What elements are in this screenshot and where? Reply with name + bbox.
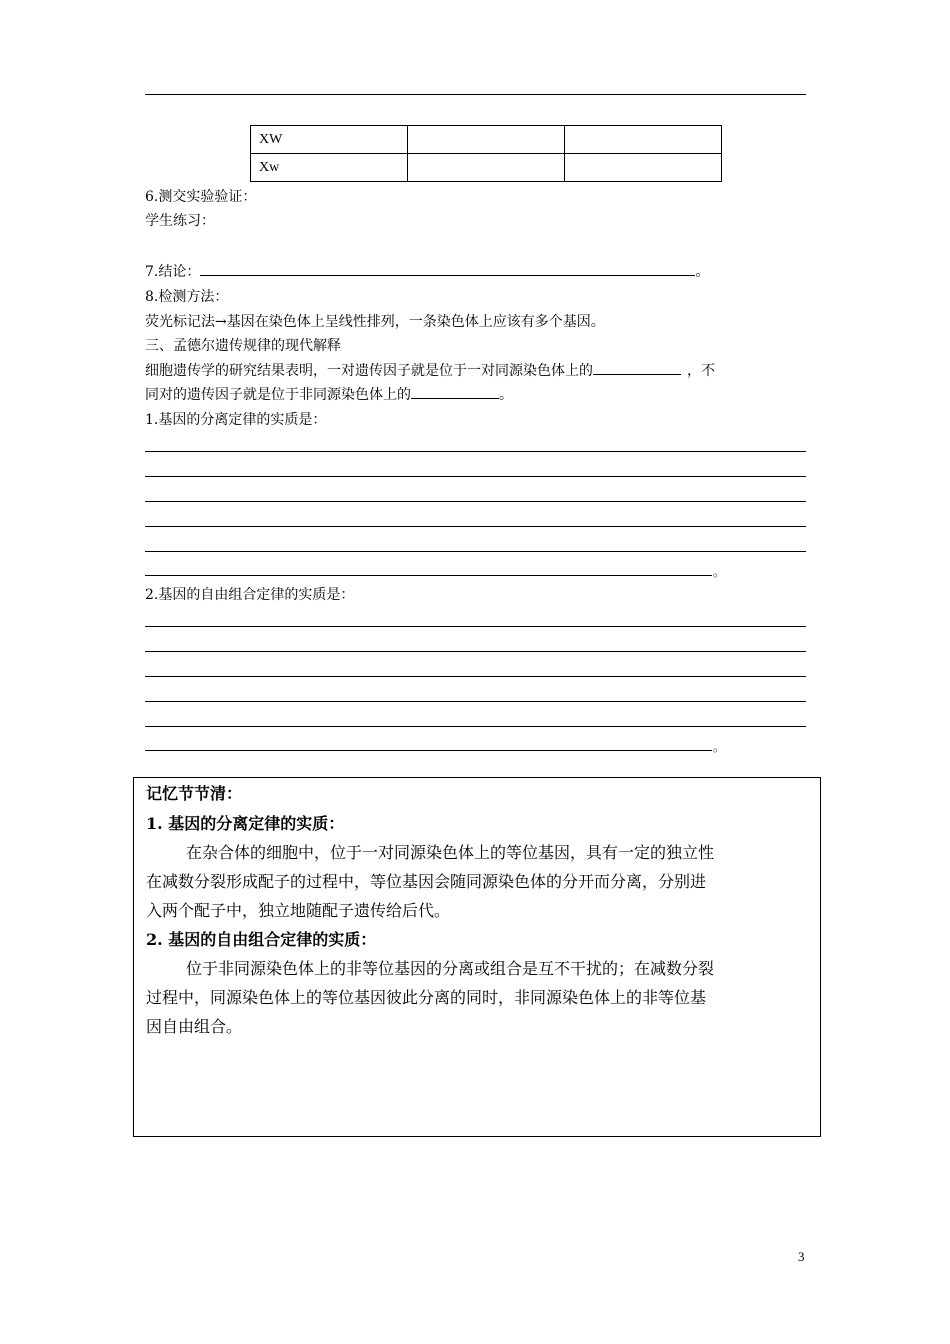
section3-line1 [145, 362, 715, 380]
q2-end: 。 [713, 740, 726, 754]
conclusion-end: 。 [695, 264, 710, 280]
conclusion-row [145, 263, 709, 281]
table-row [251, 154, 722, 182]
section8-text: 荧光标记法→基因在染色体上呈线性排列，一条染色体上应该有多个基因。 [145, 314, 605, 330]
conclusion-blank[interactable] [200, 263, 695, 276]
genotype-table [250, 125, 722, 182]
table-cell: Xw [251, 154, 408, 182]
answer-line[interactable] [145, 701, 806, 702]
memory-h2: 2. 基因的自由组合定律的实质： [146, 930, 377, 949]
section3-line2 [145, 386, 513, 404]
memory-box [133, 777, 821, 1137]
table-cell [408, 126, 565, 154]
answer-line[interactable] [145, 750, 712, 751]
answer-line[interactable] [145, 501, 806, 502]
answer-line[interactable] [145, 451, 806, 452]
answer-line[interactable] [145, 676, 806, 677]
allele-blank[interactable] [593, 362, 681, 375]
table-cell: XW [251, 126, 408, 154]
conclusion-label: 7.结论： [145, 264, 201, 280]
answer-line[interactable] [145, 626, 806, 627]
memory-p2-line: 位于非同源染色体上的非等位基因的分离或组合是互不干扰的；在减数分裂 [186, 959, 715, 978]
answer-line[interactable] [145, 476, 806, 477]
table-cell [565, 154, 722, 182]
table-row [251, 126, 722, 154]
answer-line[interactable] [145, 651, 806, 652]
answer-line[interactable] [145, 526, 806, 527]
q1-end: 。 [713, 565, 726, 579]
answer-line[interactable] [145, 726, 806, 727]
header-rule [145, 94, 806, 95]
section3-title: 三、孟德尔遗传规律的现代解释 [145, 338, 341, 354]
section3-line2-text: 同对的遗传因子就是位于非同源染色体上的 [145, 387, 411, 403]
q2-title: 2.基因的自由组合定律的实质是： [145, 587, 355, 603]
table-cell [565, 126, 722, 154]
section8-title: 8.检测方法： [145, 289, 229, 305]
q1-title: 1.基因的分离定律的实质是： [145, 412, 327, 428]
section6-title: 6.测交实验验证： [145, 189, 257, 205]
table-cell [408, 154, 565, 182]
memory-p1-line: 在减数分裂形成配子的过程中，等位基因会随同源染色体的分开而分离，分别进 [146, 872, 707, 891]
page-number: 3 [798, 1249, 805, 1264]
section3-line1-tail: ，不 [687, 363, 715, 379]
memory-p2-line: 因自由组合。 [146, 1017, 243, 1036]
answer-line[interactable] [145, 575, 712, 576]
answer-line[interactable] [145, 551, 806, 552]
memory-p2-line: 过程中，同源染色体上的等位基因彼此分离的同时，非同源染色体上的非等位基 [146, 988, 707, 1007]
memory-p1-line: 在杂合体的细胞中，位于一对同源染色体上的等位基因，具有一定的独立性 [186, 843, 715, 862]
section3-line2-tail: 。 [499, 387, 513, 403]
practice-label: 学生练习： [145, 213, 215, 229]
memory-p1-line: 入两个配子中，独立地随配子遗传给后代。 [146, 901, 451, 920]
section3-line1-text: 细胞遗传学的研究结果表明，一对遗传因子就是位于一对同源染色体上的 [145, 363, 593, 379]
memory-h1: 1. 基因的分离定律的实质： [146, 814, 345, 833]
memory-title: 记忆节节清： [146, 784, 243, 803]
non-allele-blank[interactable] [411, 386, 499, 399]
